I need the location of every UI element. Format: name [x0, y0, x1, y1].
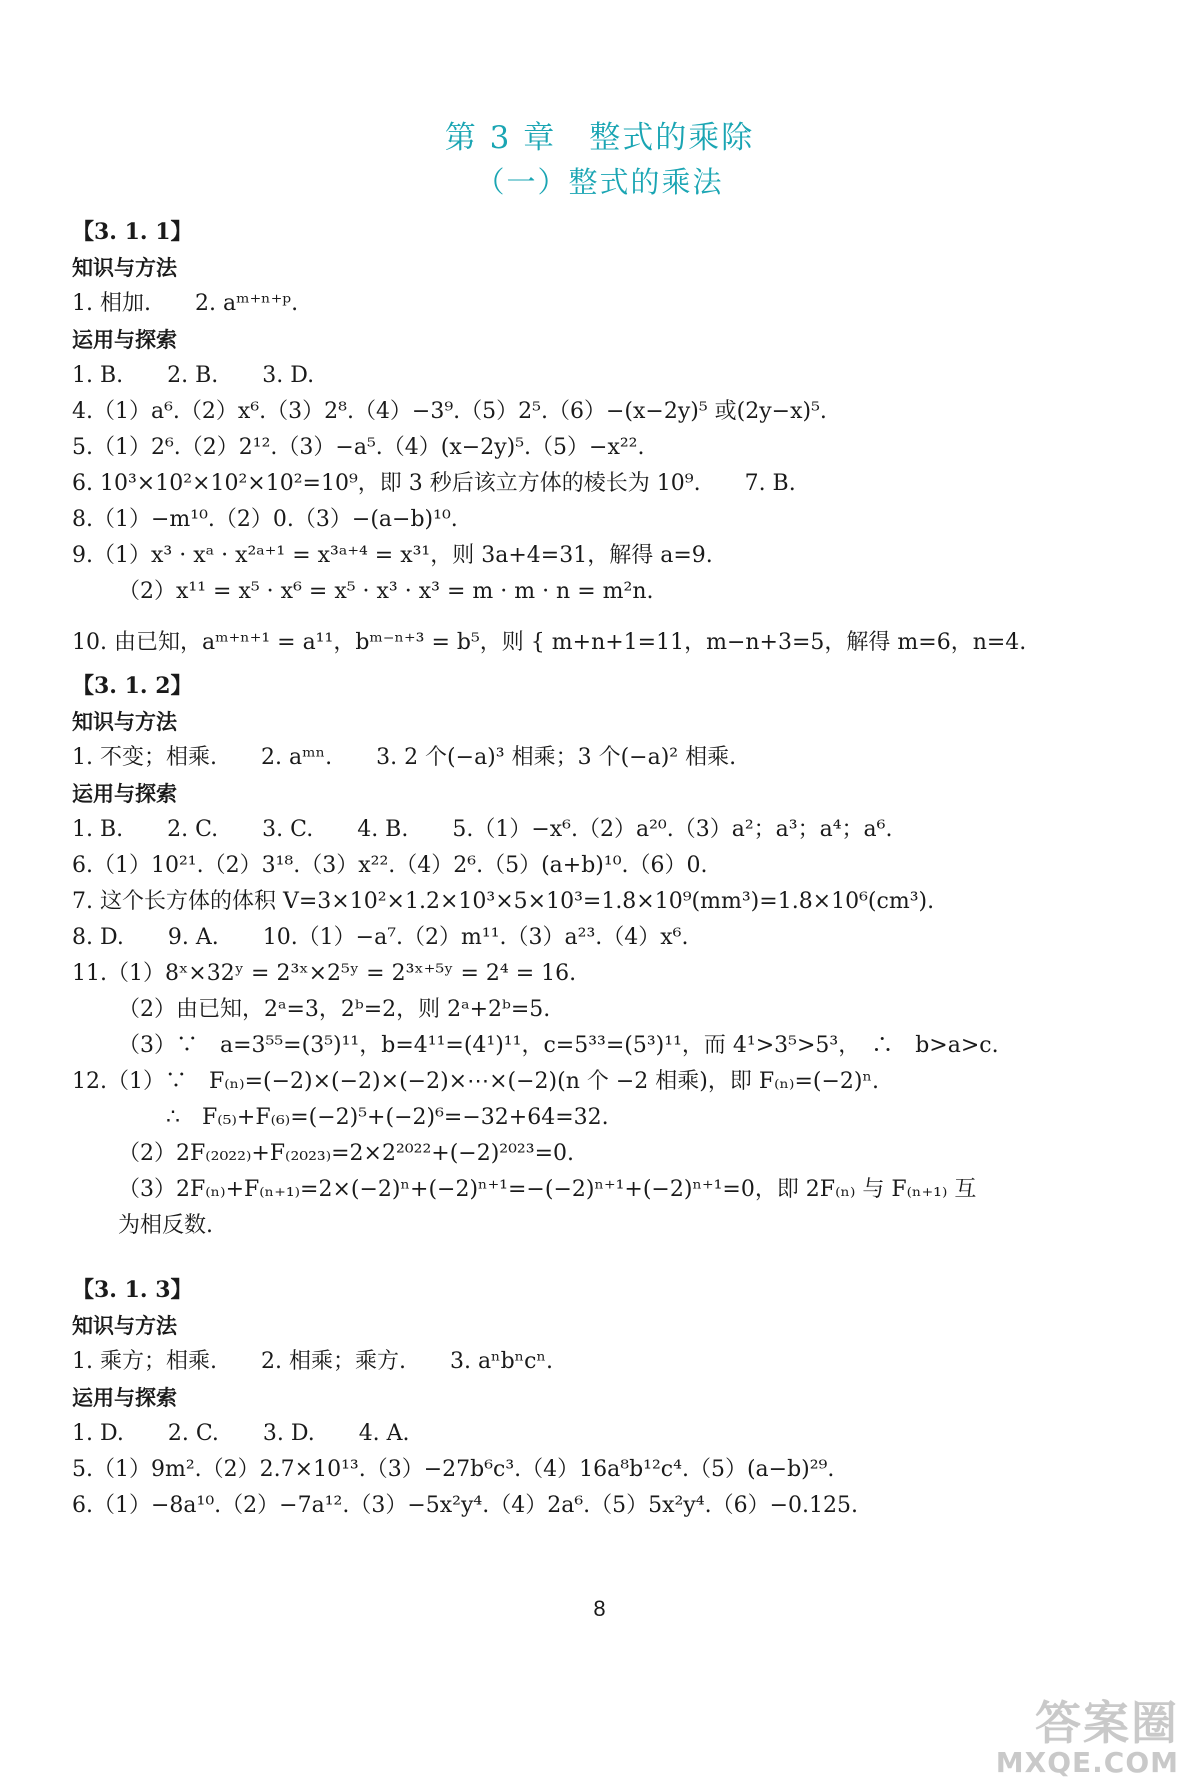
answer-line: 7. 这个长方体的体积 V=3×10²×1.2×10³×5×10³=1.8×10⁹(mm³)=1.8×10⁶(cm³). — [72, 889, 935, 914]
answer-line: 6.（1）10²¹.（2）3¹⁸.（3）x²².（4）2⁶.（5）(a+b)¹⁰.（6）0. — [72, 853, 708, 878]
watermark-url: MXQE.COM — [995, 1746, 1179, 1779]
answer-line: 1. D. 2. C. 3. D. 4. A. — [72, 1421, 410, 1446]
answer-line: 1. B. 2. C. 3. C. 4. B. 5.（1）−x⁶.（2）a²⁰.（3）a²；a³；a⁴；a⁶. — [72, 817, 893, 842]
answer-line: 11.（1）8ˣ×32ʸ = 2³ˣ×2⁵ʸ = 2³ˣ⁺⁵ʸ = 2⁴ = 16. — [72, 961, 577, 986]
answer-line: 为相反数. — [118, 1213, 213, 1238]
group-label-knowledge: 知识与方法 — [72, 255, 177, 280]
block-tag: 【3. 1. 1】 — [72, 219, 193, 245]
page-number: 8 — [593, 1596, 606, 1621]
answer-line: 1. 不变；相乘. 2. aᵐⁿ. 3. 2 个(−a)³ 相乘；3 个(−a)² 相乘. — [72, 745, 737, 770]
chapter-title: 第 3 章 整式的乘除 — [444, 120, 755, 156]
answer-line: 4.（1）a⁶.（2）x⁶.（3）2⁸.（4）−3⁹.（5）2⁵.（6）−(x−2y)⁵ 或(2y−x)⁵. — [72, 399, 827, 424]
group-label-practice: 运用与探索 — [72, 1385, 177, 1410]
answer-line: 8. D. 9. A. 10.（1）−a⁷.（2）m¹¹.（3）a²³.（4）x⁶. — [72, 925, 689, 950]
answer-line: （3）∵ a=3⁵⁵=(3⁵)¹¹，b=4¹¹=(4¹)¹¹，c=5³³=(5³)¹¹，而 4¹>3⁵>5³， ∴ b>a>c. — [118, 1033, 999, 1058]
answer-block-3-1-3 — [72, 1272, 1152, 1524]
answer-line: 1. 相加. 2. aᵐ⁺ⁿ⁺ᵖ. — [72, 291, 299, 316]
answer-line: 12.（1）∵ F₍ₙ₎=(−2)×(−2)×(−2)×⋯×(−2)(n 个 −2 相乘)，即 F₍ₙ₎=(−2)ⁿ. — [72, 1069, 879, 1094]
answer-block-3-1-2 — [72, 668, 1152, 1244]
answer-line: （3）2F₍ₙ₎+F₍ₙ₊₁₎=2×(−2)ⁿ+(−2)ⁿ⁺¹=−(−2)ⁿ⁺¹+(−2)ⁿ⁺¹=0，即 2F₍ₙ₎ 与 F₍ₙ₊₁₎ 互 — [118, 1177, 977, 1202]
answer-line: 6. 10³×10²×10²×10²=10⁹，即 3 秒后该立方体的棱长为 10⁹. 7. B. — [72, 471, 796, 496]
block-tag: 【3. 1. 2】 — [72, 673, 193, 699]
watermark — [996, 1698, 1179, 1778]
answer-line: 1. 乘方；相乘. 2. 相乘；乘方. 3. aⁿbⁿcⁿ. — [72, 1349, 554, 1374]
answer-line: ∴ F₍₅₎+F₍₆₎=(−2)⁵+(−2)⁶=−32+64=32. — [166, 1105, 609, 1130]
section-title: （一）整式的乘法 — [475, 165, 724, 199]
answer-line: （2）x¹¹ = x⁵ · x⁶ = x⁵ · x³ · x³ = m · m · n = m²n. — [118, 579, 654, 604]
watermark-logo: 答案圈 — [1035, 1696, 1179, 1750]
group-label-knowledge: 知识与方法 — [72, 1313, 177, 1338]
answer-line: （2）由已知，2ᵃ=3，2ᵇ=2，则 2ᵃ+2ᵇ=5. — [118, 997, 551, 1022]
answer-line: 5.（1）2⁶.（2）2¹².（3）−a⁵.（4）(x−2y)⁵.（5）−x²². — [72, 435, 645, 460]
answer-line: 6.（1）−8a¹⁰.（2）−7a¹².（3）−5x²y⁴.（4）2a⁶.（5）5x²y⁴.（6）−0.125. — [72, 1493, 859, 1518]
answer-line: 5.（1）9m².（2）2.7×10¹³.（3）−27b⁶c³.（4）16a⁸b¹²c⁴.（5）(a−b)²⁹. — [72, 1457, 835, 1482]
answer-block-3-1-1 — [72, 214, 1152, 676]
answer-line: （2）2F₍₂₀₂₂₎+F₍₂₀₂₃₎=2×2²⁰²²+(−2)²⁰²³=0. — [118, 1141, 574, 1166]
group-label-knowledge: 知识与方法 — [72, 709, 177, 734]
answer-line: 1. B. 2. B. 3. D. — [72, 363, 315, 388]
answer-line: 9.（1）x³ · xᵃ · x²ᵃ⁺¹ = x³ᵃ⁺⁴ = x³¹，则 3a+4=31，解得 a=9. — [72, 543, 713, 568]
group-label-practice: 运用与探索 — [72, 781, 177, 806]
group-label-practice: 运用与探索 — [72, 327, 177, 352]
answer-line-system: 10. 由已知，aᵐ⁺ⁿ⁺¹ = a¹¹，bᵐ⁻ⁿ⁺³ = b⁵，则 { m+n+1=11，m−n+3=5，解得 m=6，n=4. — [72, 630, 1027, 655]
block-tag: 【3. 1. 3】 — [72, 1277, 193, 1303]
answer-line: 8.（1）−m¹⁰.（2）0.（3）−(a−b)¹⁰. — [72, 507, 458, 532]
